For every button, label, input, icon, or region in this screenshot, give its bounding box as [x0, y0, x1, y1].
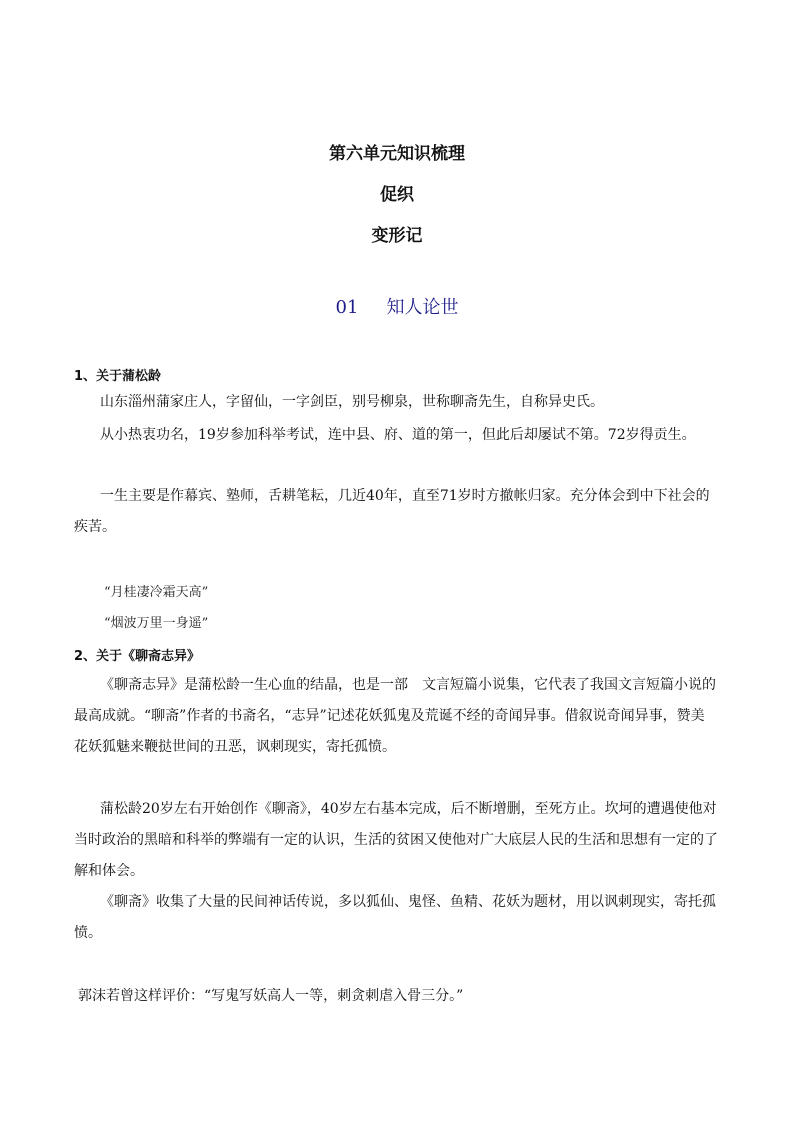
part2-paragraph-2-line2: 当时政治的黑暗和科举的弊端有一定的认识，生活的贫困又使他对广大底层人民的生活和思想有一定的了	[74, 832, 718, 848]
part2-paragraph-1-line2: 最高成就。“聊斋”作者的书斋名，“志异”记述花妖狐鬼及荒诞不经的奇闻异事。借叙说奇闻异事，赞美	[74, 708, 705, 724]
part2-paragraph-2-line3: 解和体会。	[74, 863, 144, 879]
poem-quote-1: “月桂凄冷霜天高”	[104, 585, 209, 600]
part2-paragraph-2-line1: 蒲松龄20岁左右开始创作《聊斋》，40岁左右基本完成，后不断增删，至死方止。坎坷的遭遇使他对	[100, 801, 717, 817]
section-number: 01	[335, 297, 359, 318]
section-heading	[0, 293, 794, 319]
part1-paragraph-2: 从小热衷功名，19岁参加科举考试，连中县、府、道的第一，但此后却屡试不第。72岁得贡生。	[100, 427, 696, 443]
part1-paragraph-3-line1: 一生主要是作幕宾、塾师，舌耕笔耘，几近40年，直至71岁时方撤帐归家。充分体会到中下社会的	[100, 488, 710, 504]
lesson-title-bianxingji: 变形记	[371, 226, 423, 246]
part2-paragraph-1-line3: 花妖狐魅来鞭挞世间的丑恶，讽刺现实，寄托孤愤。	[74, 739, 396, 755]
part2-paragraph-3-line1: 《聊斋》收集了大量的民间神话传说，多以狐仙、鬼怪、鱼精、花妖为题材，用以讽刺现实，寄托孤	[100, 894, 716, 910]
part2-paragraph-1-line1: 《聊斋志异》是蒲松龄一生心血的结晶，也是一部 文言短篇小说集，它代表了我国文言短篇小说的	[100, 677, 716, 693]
poem-quote-2: “烟波万里一身遥”	[104, 616, 209, 631]
section-title: 知人论世	[386, 297, 459, 318]
unit-title: 第六单元知识梳理	[329, 144, 465, 164]
guo-moruo-quote: 郭沫若曾这样评价：“写鬼写妖高人一等，刺贪刺虐入骨三分。”	[78, 988, 464, 1004]
part2-heading: 2、关于《聊斋志异》	[74, 649, 201, 664]
part1-heading: 1、关于蒲松龄	[74, 369, 162, 384]
part1-paragraph-3-line2: 疾苦。	[74, 519, 116, 535]
part2-paragraph-3-line2: 愤。	[74, 925, 102, 941]
part1-paragraph-1: 山东淄州蒲家庄人，字留仙，一字剑臣，别号柳泉，世称聊斋先生，自称异史氏。	[100, 394, 604, 410]
lesson-title-cuzhi: 促织	[380, 185, 414, 205]
